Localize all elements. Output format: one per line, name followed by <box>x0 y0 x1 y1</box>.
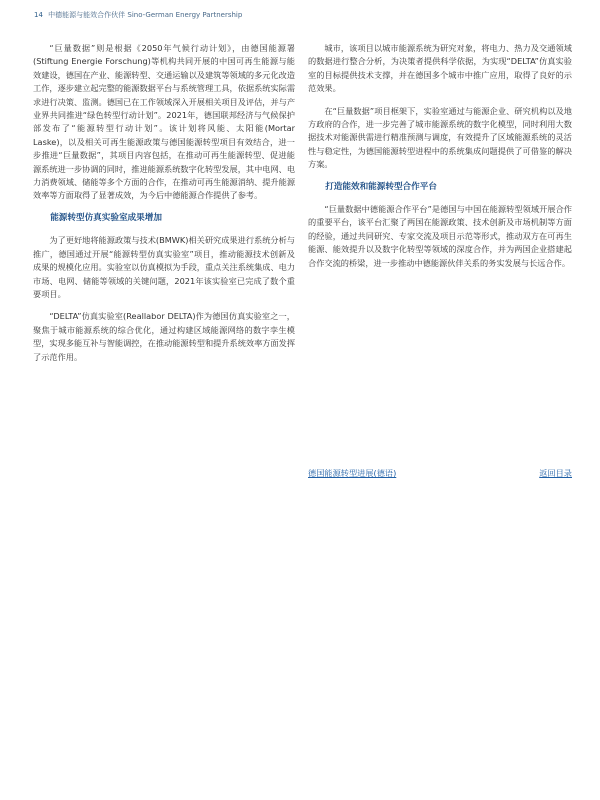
left-column <box>33 42 295 373</box>
back-to-contents-link[interactable]: 返回目录 <box>539 468 572 478</box>
footer-links <box>308 468 572 479</box>
body-paragraph: “巨量数据中德能源合作平台”是德国与中国在能源转型领域开展合作的重要平台，该平台汇聚了两国在能源政策、技术创新及市场机制等方面的经验，通过共同研究、专家交流及项目示范等形式，推动双方在可再生能源、能效提升以及数字化转型等领域的深度合作，并为两国企业搭建起合作交流的桥梁，进一步推动中德能源伙伴关系的务实发展与长远合作。 <box>308 204 572 268</box>
body-paragraph: “巨量数据”则是根据《2050年气候行动计划》，由德国能源署(Stiftung Energie Forschung)等机构共同开展的中国可再生能源与能效建设，德国在产业、能源转型、交通运输以及建筑等领域的多元化改造工作，逐步建立起完整的能源数据平台与系统管理工具，依据系统实际需求进行决策、监测。德国已在工作领域深入开展相关项目及评估，并与产业界共同推进“绿色转型行动计划”。2021年，德国联邦经济与气候保护部发布了“能源转型行动计划”。该计划将风能、太阳能(Mortar Laske)，以及相关可再生能源政策与德国能源转型项目有效结合，进一步推进“巨量数据”，其项目内容包括，在推动可再生能源转型、促进能源系统进一步协调的同时，推进能源系统数字化转型发展，其中电网、电力消费领域、储能等多个方面的合作，在推动可再生能源消纳、提升能源效率等方面取得了显著成效，为今后中德能源合作提供了参考。 <box>33 43 296 201</box>
page-number: 14 <box>34 11 43 19</box>
body-paragraph: 为了更好地将能源政策与技术(BMWK)相关研究成果进行系统分析与推广，德国通过开展“能源转型仿真实验室”项目，推动能源技术创新及成果的规模化应用。实验室以仿真模拟为手段，重点关注系统集成、电力市场、电网、储能等领域的关键问题，2021年该实验室已完成了数个重要项目。 <box>33 235 296 299</box>
header-title: 中德能源与能效合作伙伴 Sino-German Energy Partnership <box>48 11 243 19</box>
previous-section-link[interactable]: 德国能源转型进展(德语) <box>308 468 397 478</box>
section-title: 能源转型仿真实验室成果增加 <box>50 212 162 223</box>
section-title: 打造能效和能源转型合作平台 <box>325 181 437 192</box>
body-paragraph: “DELTA”仿真实验室(Reallabor DELTA)作为德国仿真实验室之一，聚焦于城市能源系统的综合优化，通过构建区域能源网络的数字孪生模型，实现多能互补与智能调控，在推动能源转型和提升系统效率方面发挥了示范作用。 <box>33 311 296 362</box>
body-paragraph: 城市，该项目以城市能源系统为研究对象，将电力、热力及交通领域的数据进行整合分析，为决策者提供科学依据，为实现“DELTA”仿真实验室的目标提供技术支撑，并在德国多个城市中推广应用，取得了良好的示范效果。 <box>308 43 572 94</box>
body-paragraph: 在“巨量数据”项目框架下，实验室通过与能源企业、研究机构以及地方政府的合作，进一步完善了城市能源系统的数字化模型，同时利用大数据技术对能源供需进行精准预测与调度，有效提升了区域能源系统的灵活性与稳定性，为德国能源转型进程中的系统集成问题提供了可借鉴的解决方案。 <box>308 105 572 170</box>
page-header <box>34 10 242 20</box>
right-column <box>308 42 572 279</box>
